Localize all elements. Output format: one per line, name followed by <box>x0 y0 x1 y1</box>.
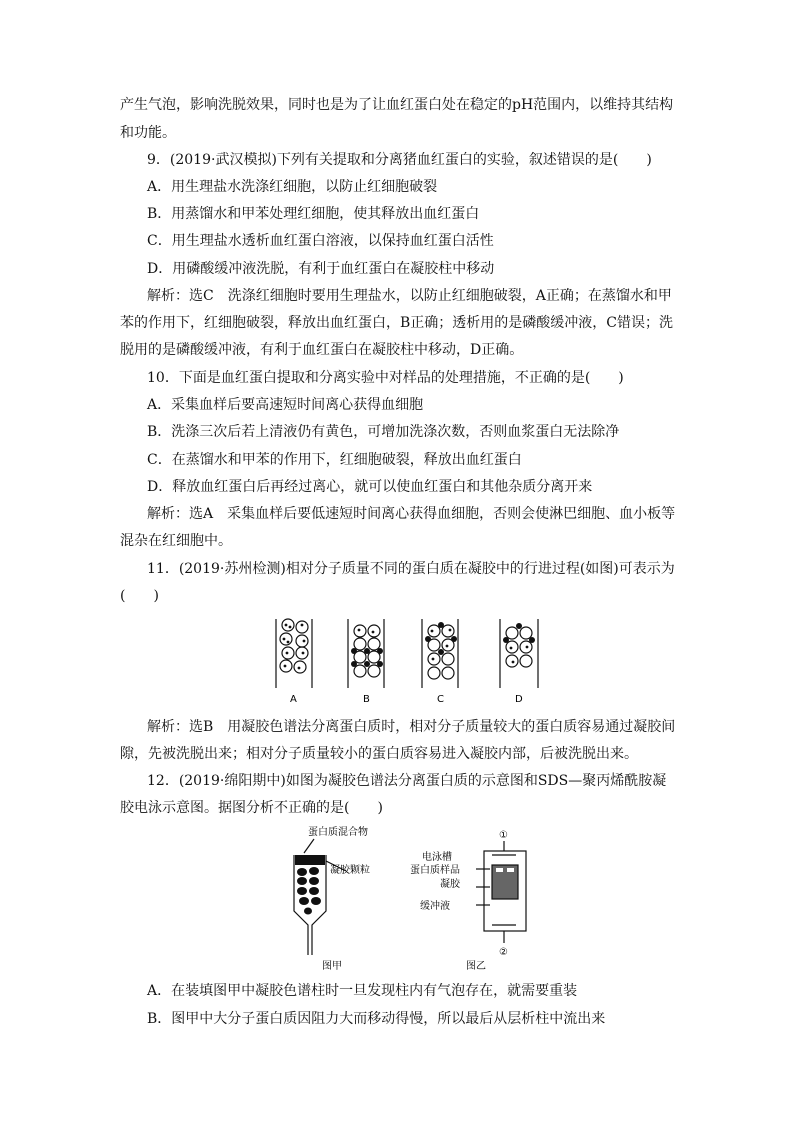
buffer-label: 缓冲液 <box>420 901 450 912</box>
gel-column-b <box>348 619 384 688</box>
q9-solution: 脱用的是磷酸缓冲液，有利于血红蛋白在凝胶柱中移动，D正确。 <box>120 342 524 358</box>
q11-solution: 解析：选B 用凝胶色谱法分离蛋白质时，相对分子质量较大的蛋白质容易通过凝胶间 <box>147 719 676 735</box>
q9-solution: 解析：选C 洗涤红细胞时要用生理盐水，以防止红细胞破裂，A正确；在蒸馏水和甲 <box>147 288 672 304</box>
question-9: 9．(2019·武汉模拟)下列有关提取和分离猪血红蛋白的实验，叙述错误的是( ) <box>147 152 652 168</box>
text-line: 产生气泡，影响洗脱效果，同时也是为了让血红蛋白处在稳定的pH范围内，以维持其结构 <box>120 97 674 113</box>
gel-column-c <box>422 619 458 688</box>
q9-solution: 苯的作用下，红细胞破裂，释放出血红蛋白，B正确；透析用的是磷酸缓冲液，C错误；洗 <box>120 315 673 331</box>
chromatography-column <box>294 839 346 955</box>
label-d: D <box>515 694 523 705</box>
q12-option-a: A．在装填图甲中凝胶色谱柱时一旦发现柱内有气泡存在，就需要重装 <box>147 983 578 999</box>
label-c: C <box>437 694 444 705</box>
electrophoresis-figure <box>280 825 540 975</box>
text-line: 和功能。 <box>120 125 176 141</box>
question-12: 胶电泳示意图。据图分析不正确的是( ) <box>120 800 383 816</box>
q12-option-b: B．图甲中大分子蛋白质因阻力大而移动得慢，所以最后从层析柱中流出来 <box>147 1011 606 1027</box>
q11-solution: 隙，先被洗脱出来；相对分子质量较小的蛋白质容易进入凝胶内部，后被洗脱出来。 <box>120 746 638 762</box>
q10-solution: 混杂在红细胞中。 <box>120 533 232 549</box>
label-a: A <box>290 694 297 705</box>
q9-option-c: C．用生理盐水透析血红蛋白溶液，以保持血红蛋白活性 <box>147 233 494 249</box>
gel-label: 凝胶 <box>440 879 460 890</box>
q10-option-a: A．采集血样后要高速短时间离心获得血细胞 <box>147 397 424 413</box>
gel-progress-figure <box>260 613 560 705</box>
q10-option-d: D．释放血红蛋白后再经过离心，就可以使血红蛋白和其他杂质分离开来 <box>147 479 593 495</box>
q9-option-b: B．用蒸馏水和甲苯处理红细胞，使其释放出血红蛋白 <box>147 206 480 222</box>
q9-option-a: A．用生理盐水洗涤红细胞，以防止红细胞破裂 <box>147 179 438 195</box>
gel-particle-label: 凝胶颗粒 <box>330 865 370 876</box>
sample-label: 蛋白质样品 <box>410 865 460 876</box>
electrophoresis-tank <box>476 841 526 943</box>
question-11: 11．(2019·苏州检测)相对分子质量不同的蛋白质在凝胶中的行进过程(如图)可表示为 <box>147 561 675 577</box>
tank-label: 电泳槽 <box>422 852 452 863</box>
question-10: 10．下面是血红蛋白提取和分离实验中对样品的处理措施，不正确的是( ) <box>147 370 624 386</box>
electrode-1-label: ① <box>499 830 508 841</box>
figure-yi-caption: 图乙 <box>466 961 486 972</box>
gel-column-a <box>276 619 312 688</box>
q10-option-c: C．在蒸馏水和甲苯的作用下，红细胞破裂，释放出血红蛋白 <box>147 452 522 468</box>
q10-option-b: B．洗涤三次后若上清液仍有黄色，可增加洗涤次数，否则血浆蛋白无法除净 <box>147 424 620 440</box>
q9-option-d: D．用磷酸缓冲液洗脱，有利于血红蛋白在凝胶柱中移动 <box>147 261 495 277</box>
electrode-2-label: ② <box>499 947 508 958</box>
protein-mixture-label: 蛋白质混合物 <box>308 827 368 838</box>
question-12: 12．(2019·绵阳期中)如图为凝胶色谱法分离蛋白质的示意图和SDS—聚丙烯酰胺凝 <box>147 773 667 789</box>
question-11-blank: ( ) <box>120 588 159 604</box>
label-b: B <box>363 694 370 705</box>
q10-solution: 解析：选A 采集血样后要低速短时间离心获得血细胞，否则会使淋巴细胞、血小板等 <box>147 506 676 522</box>
figure-jia-caption: 图甲 <box>322 961 342 972</box>
gel-column-d <box>500 619 538 688</box>
